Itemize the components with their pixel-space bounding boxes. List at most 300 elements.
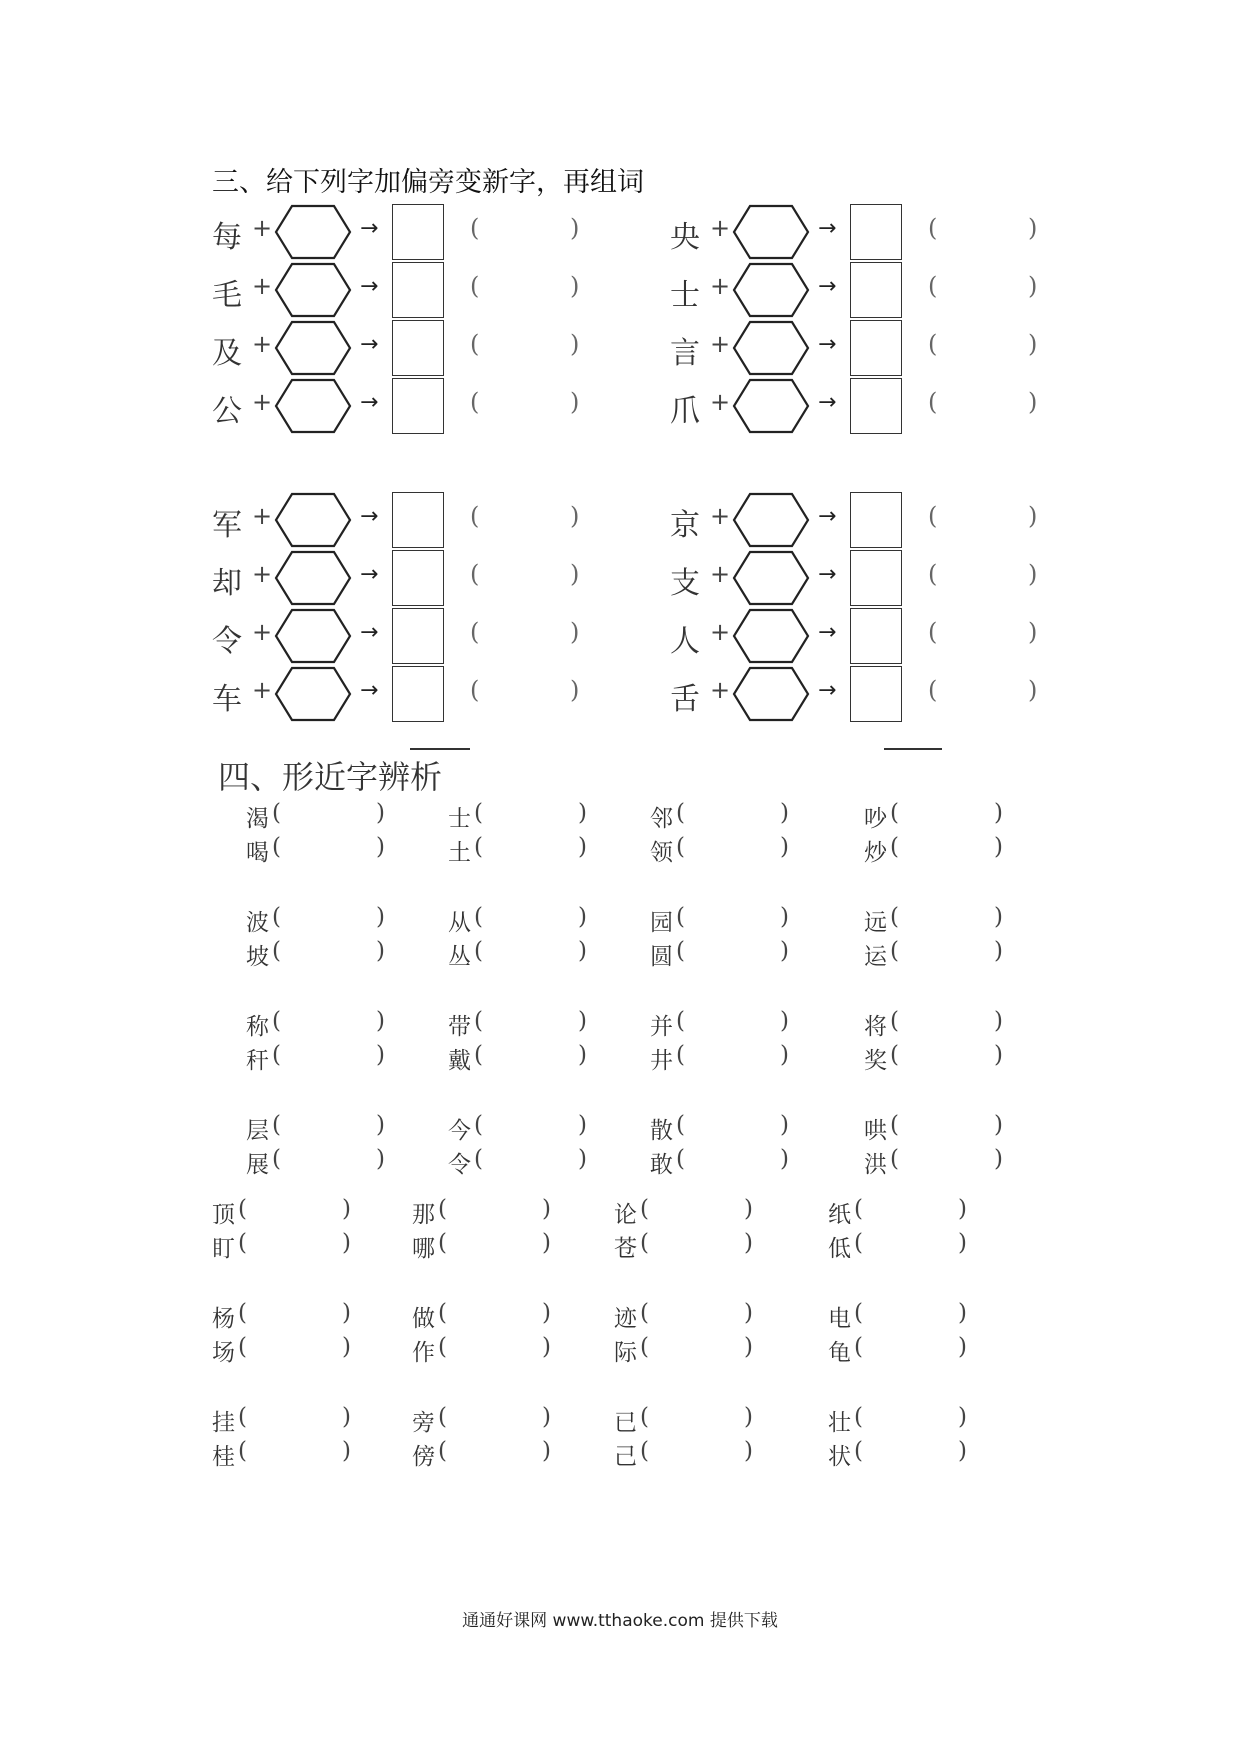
radical-exercise-row [670, 378, 1090, 434]
word-paren-open: ( [474, 1008, 483, 1034]
arrow-icon: → [818, 504, 837, 529]
word-paren-close: ) [744, 1300, 753, 1326]
arrow-icon: → [818, 332, 837, 357]
base-character: 令 [212, 624, 242, 659]
similar-character: 洪 [864, 1152, 887, 1178]
word-paren-open: ( [640, 1300, 649, 1326]
radical-hexagon-blank[interactable] [274, 666, 352, 722]
radical-hexagon-blank[interactable] [274, 262, 352, 318]
similar-character: 迹 [614, 1306, 637, 1332]
radical-exercise-row [670, 492, 1090, 548]
similar-character: 纸 [828, 1202, 851, 1228]
radical-exercise-row [212, 550, 632, 606]
radical-exercise-row [670, 666, 1090, 722]
word-paren-close: ) [542, 1438, 551, 1464]
radical-exercise-row [212, 320, 632, 376]
word-paren-close: ) [376, 1042, 385, 1068]
word-paren-close: ) [570, 502, 580, 530]
word-paren-open: ( [928, 676, 938, 704]
radical-hexagon-blank[interactable] [732, 608, 810, 664]
word-paren-close: ) [994, 904, 1003, 930]
similar-character: 称 [246, 1014, 269, 1040]
word-paren-open: ( [890, 834, 899, 860]
word-paren-open: ( [640, 1404, 649, 1430]
char-pair-line [448, 1042, 598, 1072]
char-pair-line [650, 1146, 800, 1176]
char-pair-line [828, 1196, 978, 1226]
similar-character: 波 [246, 910, 269, 936]
similar-character: 从 [448, 910, 471, 936]
word-paren-open: ( [928, 618, 938, 646]
similar-character: 那 [412, 1202, 435, 1228]
plus-sign: + [710, 388, 731, 416]
word-paren-close: ) [578, 904, 587, 930]
char-pair-line [246, 800, 396, 830]
char-pair-line [412, 1438, 562, 1468]
radical-hexagon-blank[interactable] [274, 492, 352, 548]
char-pair-line [448, 834, 598, 864]
word-paren-open: ( [854, 1438, 863, 1464]
similar-character: 际 [614, 1340, 637, 1366]
word-paren-open: ( [676, 800, 685, 826]
word-paren-open: ( [272, 1042, 281, 1068]
word-paren-close: ) [744, 1196, 753, 1222]
word-paren-close: ) [570, 618, 580, 646]
radical-hexagon-blank[interactable] [274, 608, 352, 664]
new-character-box[interactable] [850, 320, 902, 376]
arrow-icon: → [818, 620, 837, 645]
word-paren-close: ) [958, 1196, 967, 1222]
word-paren-close: ) [958, 1230, 967, 1256]
arrow-icon: → [360, 274, 379, 299]
new-character-box[interactable] [392, 550, 444, 606]
char-pair-line [212, 1230, 362, 1260]
arrow-icon: → [818, 216, 837, 241]
char-pair-line [864, 834, 1014, 864]
word-paren-open: ( [438, 1404, 447, 1430]
word-paren-close: ) [1028, 560, 1038, 588]
word-paren-open: ( [854, 1404, 863, 1430]
base-character: 公 [212, 394, 242, 429]
word-paren-close: ) [744, 1334, 753, 1360]
word-paren-close: ) [376, 938, 385, 964]
char-pair-line [448, 1008, 598, 1038]
word-paren-open: ( [854, 1334, 863, 1360]
plus-sign: + [710, 560, 731, 588]
char-pair-line [212, 1300, 362, 1330]
radical-hexagon-blank[interactable] [274, 320, 352, 376]
word-paren-close: ) [994, 800, 1003, 826]
new-character-box[interactable] [850, 262, 902, 318]
word-paren-open: ( [890, 800, 899, 826]
base-character: 央 [670, 220, 700, 255]
char-pair-line [614, 1196, 764, 1226]
base-character: 爪 [670, 394, 700, 429]
section4-title: 四、形近字辨析 [218, 758, 443, 796]
arrow-icon: → [818, 274, 837, 299]
arrow-icon: → [360, 678, 379, 703]
new-character-box[interactable] [392, 608, 444, 664]
char-pair-line [650, 800, 800, 830]
word-paren-open: ( [474, 1042, 483, 1068]
base-character: 人 [670, 624, 700, 659]
word-paren-open: ( [890, 1112, 899, 1138]
word-paren-close: ) [578, 834, 587, 860]
word-paren-close: ) [744, 1230, 753, 1256]
similar-character: 己 [614, 1444, 637, 1470]
char-pair-line [650, 938, 800, 968]
similar-character: 秆 [246, 1048, 269, 1074]
word-paren-close: ) [570, 560, 580, 588]
word-paren-open: ( [272, 1008, 281, 1034]
word-paren-close: ) [994, 1008, 1003, 1034]
word-paren-close: ) [578, 938, 587, 964]
similar-character: 奖 [864, 1048, 887, 1074]
char-pair-line [614, 1300, 764, 1330]
similar-character: 挂 [212, 1410, 235, 1436]
similar-character: 做 [412, 1306, 435, 1332]
word-paren-open: ( [438, 1300, 447, 1326]
word-paren-open: ( [676, 1146, 685, 1172]
word-paren-close: ) [780, 800, 789, 826]
base-character: 士 [670, 278, 700, 313]
base-character: 京 [670, 508, 700, 543]
word-paren-close: ) [780, 1112, 789, 1138]
char-pair-line [246, 938, 396, 968]
new-character-box[interactable] [850, 550, 902, 606]
char-pair-line [864, 938, 1014, 968]
word-paren-open: ( [470, 618, 480, 646]
word-paren-close: ) [1028, 676, 1038, 704]
arrow-icon: → [818, 678, 837, 703]
word-paren-close: ) [570, 330, 580, 358]
word-paren-open: ( [272, 1112, 281, 1138]
similar-character: 丛 [448, 944, 471, 970]
similar-character: 作 [412, 1340, 435, 1366]
word-paren-open: ( [676, 1112, 685, 1138]
word-paren-close: ) [578, 1042, 587, 1068]
word-paren-close: ) [1028, 618, 1038, 646]
char-pair-line [212, 1404, 362, 1434]
new-character-box[interactable] [850, 666, 902, 722]
similar-character: 状 [828, 1444, 851, 1470]
word-paren-close: ) [342, 1196, 351, 1222]
char-pair-line [650, 834, 800, 864]
word-paren-close: ) [342, 1334, 351, 1360]
plus-sign: + [252, 214, 273, 242]
word-paren-close: ) [342, 1230, 351, 1256]
char-pair-line [412, 1230, 562, 1260]
word-paren-close: ) [570, 676, 580, 704]
similar-character: 层 [246, 1118, 269, 1144]
word-paren-close: ) [376, 1008, 385, 1034]
section3-title: 三、给下列字加偏旁变新字，再组词 [212, 167, 644, 198]
new-character-box[interactable] [392, 262, 444, 318]
word-paren-close: ) [342, 1300, 351, 1326]
word-paren-open: ( [438, 1438, 447, 1464]
word-paren-close: ) [578, 1146, 587, 1172]
char-pair-line [864, 1112, 1014, 1142]
arrow-icon: → [360, 620, 379, 645]
word-paren-open: ( [676, 904, 685, 930]
word-paren-open: ( [238, 1230, 247, 1256]
word-paren-close: ) [744, 1404, 753, 1430]
base-character: 及 [212, 336, 242, 371]
char-pair-line [614, 1438, 764, 1468]
word-paren-open: ( [474, 1146, 483, 1172]
similar-character: 敢 [650, 1152, 673, 1178]
plus-sign: + [252, 272, 273, 300]
plus-sign: + [710, 272, 731, 300]
word-paren-close: ) [376, 800, 385, 826]
char-pair-line [650, 1112, 800, 1142]
radical-hexagon-blank[interactable] [732, 550, 810, 606]
char-pair-line [448, 938, 598, 968]
word-paren-open: ( [928, 272, 938, 300]
word-paren-open: ( [928, 560, 938, 588]
word-paren-close: ) [376, 834, 385, 860]
plus-sign: + [710, 330, 731, 358]
word-paren-close: ) [994, 938, 1003, 964]
arrow-icon: → [360, 562, 379, 587]
base-character: 舌 [670, 682, 700, 717]
radical-hexagon-blank[interactable] [274, 204, 352, 260]
word-paren-close: ) [570, 388, 580, 416]
char-pair-line [650, 904, 800, 934]
char-pair-line [864, 800, 1014, 830]
new-character-box[interactable] [850, 492, 902, 548]
similar-character: 吵 [864, 806, 887, 832]
word-paren-close: ) [780, 1146, 789, 1172]
word-paren-open: ( [470, 502, 480, 530]
similar-character: 杨 [212, 1306, 235, 1332]
word-paren-open: ( [470, 272, 480, 300]
similar-character: 园 [650, 910, 673, 936]
word-paren-close: ) [542, 1196, 551, 1222]
char-pair-line [828, 1334, 978, 1364]
char-pair-line [614, 1334, 764, 1364]
char-pair-line [864, 1008, 1014, 1038]
word-paren-close: ) [780, 1008, 789, 1034]
plus-sign: + [252, 618, 273, 646]
radical-exercise-row [212, 378, 632, 434]
char-pair-line [828, 1438, 978, 1468]
base-character: 言 [670, 336, 700, 371]
char-pair-line [650, 1042, 800, 1072]
word-paren-close: ) [994, 1112, 1003, 1138]
word-paren-open: ( [676, 938, 685, 964]
word-paren-close: ) [1028, 214, 1038, 242]
plus-sign: + [710, 676, 731, 704]
similar-character: 顶 [212, 1202, 235, 1228]
radical-exercise-row [670, 204, 1090, 260]
separator-line [410, 748, 470, 750]
arrow-icon: → [360, 390, 379, 415]
char-pair-line [246, 834, 396, 864]
word-paren-open: ( [272, 800, 281, 826]
arrow-icon: → [818, 390, 837, 415]
word-paren-open: ( [474, 834, 483, 860]
similar-character: 苍 [614, 1236, 637, 1262]
char-pair-line [828, 1230, 978, 1260]
char-pair-line [614, 1404, 764, 1434]
char-pair-line [246, 1112, 396, 1142]
similar-character: 电 [828, 1306, 851, 1332]
similar-character: 散 [650, 1118, 673, 1144]
word-paren-open: ( [474, 1112, 483, 1138]
word-paren-close: ) [376, 1146, 385, 1172]
new-character-box[interactable] [392, 666, 444, 722]
new-character-box[interactable] [392, 320, 444, 376]
word-paren-open: ( [272, 834, 281, 860]
radical-hexagon-blank[interactable] [274, 550, 352, 606]
radical-hexagon-blank[interactable] [732, 378, 810, 434]
char-pair-line [412, 1300, 562, 1330]
word-paren-close: ) [542, 1404, 551, 1430]
similar-character: 戴 [448, 1048, 471, 1074]
word-paren-close: ) [578, 1008, 587, 1034]
word-paren-close: ) [542, 1300, 551, 1326]
radical-hexagon-blank[interactable] [732, 492, 810, 548]
new-character-box[interactable] [392, 204, 444, 260]
word-paren-close: ) [744, 1438, 753, 1464]
new-character-box[interactable] [850, 608, 902, 664]
char-pair-line [246, 904, 396, 934]
word-paren-open: ( [928, 502, 938, 530]
plus-sign: + [252, 388, 273, 416]
word-paren-open: ( [928, 214, 938, 242]
similar-character: 哪 [412, 1236, 435, 1262]
word-paren-open: ( [890, 1146, 899, 1172]
radical-hexagon-blank[interactable] [732, 666, 810, 722]
char-pair-line [448, 800, 598, 830]
similar-character: 土 [448, 840, 471, 866]
word-paren-close: ) [578, 800, 587, 826]
word-paren-close: ) [958, 1404, 967, 1430]
radical-exercise-row [212, 492, 632, 548]
word-paren-open: ( [640, 1334, 649, 1360]
arrow-icon: → [360, 332, 379, 357]
word-paren-close: ) [578, 1112, 587, 1138]
word-paren-close: ) [958, 1334, 967, 1360]
radical-exercise-row [212, 666, 632, 722]
new-character-box[interactable] [392, 492, 444, 548]
word-paren-close: ) [994, 1042, 1003, 1068]
word-paren-open: ( [238, 1300, 247, 1326]
plus-sign: + [710, 502, 731, 530]
plus-sign: + [252, 330, 273, 358]
base-character: 军 [212, 508, 242, 543]
similar-character: 傍 [412, 1444, 435, 1470]
radical-hexagon-blank[interactable] [732, 320, 810, 376]
similar-character: 旁 [412, 1410, 435, 1436]
word-paren-open: ( [640, 1230, 649, 1256]
char-pair-line [212, 1334, 362, 1364]
plus-sign: + [710, 214, 731, 242]
word-paren-close: ) [570, 272, 580, 300]
footer-source: 通通好课网 www.tthaoke.com 提供下载 [462, 1611, 778, 1631]
similar-character: 龟 [828, 1340, 851, 1366]
base-character: 却 [212, 566, 242, 601]
word-paren-close: ) [542, 1230, 551, 1256]
char-pair-line [212, 1438, 362, 1468]
char-pair-line [650, 1008, 800, 1038]
similar-character: 远 [864, 910, 887, 936]
word-paren-open: ( [676, 1008, 685, 1034]
word-paren-close: ) [1028, 388, 1038, 416]
arrow-icon: → [360, 216, 379, 241]
similar-character: 并 [650, 1014, 673, 1040]
new-character-box[interactable] [392, 378, 444, 434]
similar-character: 盯 [212, 1236, 235, 1262]
similar-character: 炒 [864, 840, 887, 866]
word-paren-close: ) [376, 904, 385, 930]
base-character: 车 [212, 682, 242, 717]
word-paren-close: ) [342, 1404, 351, 1430]
word-paren-close: ) [542, 1334, 551, 1360]
word-paren-open: ( [272, 904, 281, 930]
word-paren-close: ) [994, 1146, 1003, 1172]
similar-character: 运 [864, 944, 887, 970]
similar-character: 喝 [246, 840, 269, 866]
word-paren-open: ( [676, 834, 685, 860]
plus-sign: + [252, 676, 273, 704]
similar-character: 已 [614, 1410, 637, 1436]
radical-hexagon-blank[interactable] [732, 262, 810, 318]
word-paren-open: ( [640, 1438, 649, 1464]
char-pair-line [828, 1404, 978, 1434]
radical-exercise-row [212, 204, 632, 260]
char-pair-line [412, 1404, 562, 1434]
similar-character: 低 [828, 1236, 851, 1262]
radical-hexagon-blank[interactable] [732, 204, 810, 260]
word-paren-open: ( [238, 1404, 247, 1430]
similar-character: 带 [448, 1014, 471, 1040]
radical-exercise-row [212, 608, 632, 664]
arrow-icon: → [360, 504, 379, 529]
word-paren-open: ( [438, 1196, 447, 1222]
char-pair-line [448, 1112, 598, 1142]
word-paren-open: ( [890, 904, 899, 930]
char-pair-line [412, 1196, 562, 1226]
radical-exercise-row [670, 262, 1090, 318]
char-pair-line [864, 1146, 1014, 1176]
similar-character: 哄 [864, 1118, 887, 1144]
word-paren-open: ( [272, 1146, 281, 1172]
word-paren-open: ( [890, 1042, 899, 1068]
word-paren-open: ( [928, 330, 938, 358]
word-paren-open: ( [928, 388, 938, 416]
word-paren-open: ( [272, 938, 281, 964]
char-pair-line [246, 1146, 396, 1176]
base-character: 毛 [212, 278, 242, 313]
similar-character: 坡 [246, 944, 269, 970]
word-paren-open: ( [438, 1230, 447, 1256]
char-pair-line [864, 904, 1014, 934]
word-paren-close: ) [780, 834, 789, 860]
radical-hexagon-blank[interactable] [274, 378, 352, 434]
similar-character: 士 [448, 806, 471, 832]
similar-character: 场 [212, 1340, 235, 1366]
new-character-box[interactable] [850, 378, 902, 434]
new-character-box[interactable] [850, 204, 902, 260]
word-paren-open: ( [470, 330, 480, 358]
similar-character: 井 [650, 1048, 673, 1074]
char-pair-line [246, 1008, 396, 1038]
word-paren-close: ) [780, 938, 789, 964]
similar-character: 桂 [212, 1444, 235, 1470]
word-paren-close: ) [570, 214, 580, 242]
